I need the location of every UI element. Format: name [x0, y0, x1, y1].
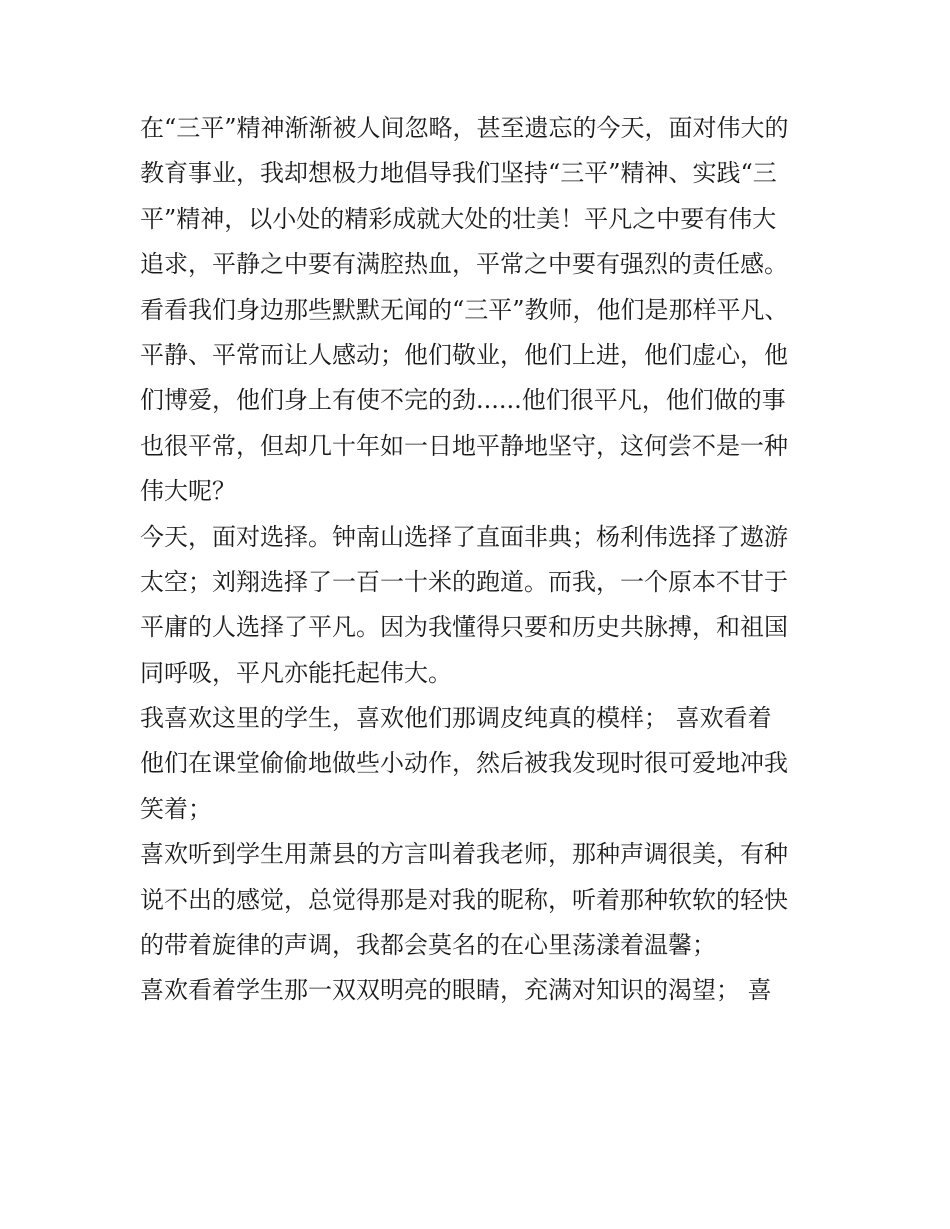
text-line: 他们在课堂偷偷地做些小动作，然后被我发现时很可爱地冲我 — [140, 749, 788, 778]
text-line: 伟大呢？ — [140, 477, 236, 506]
text-line: 的带着旋律的声调，我都会莫名的在心里荡漾着温馨； — [140, 931, 716, 960]
text-line: 太空；刘翔选择了一百一十米的跑道。而我，一个原本不甘于 — [140, 567, 788, 596]
text-line: 说不出的感觉，总觉得那是对我的昵称，听着那种软软的轻快 — [140, 885, 788, 914]
text-line: 同呼吸，平凡亦能托起伟大。 — [140, 658, 452, 687]
text-line: 平静、平常而让人感动；他们敬业，他们上进，他们虚心，他 — [140, 340, 788, 369]
text-line: 笑着； — [140, 794, 212, 823]
text-line: 我喜欢这里的学生，喜欢他们那调皮纯真的模样； 喜欢看着 — [140, 704, 772, 733]
text-line: 喜欢听到学生用萧县的方言叫着我老师，那种声调很美，有种 — [140, 840, 788, 869]
text-line: 也很平常，但却几十年如一日地平静地坚守，这何尝不是一种 — [140, 431, 788, 460]
document-body — [140, 106, 820, 1014]
text-line: 今天，面对选择。钟南山选择了直面非典；杨利伟选择了遨游 — [140, 522, 788, 551]
text-line: 追求，平静之中要有满腔热血，平常之中要有强烈的责任感。 — [140, 250, 788, 279]
text-line: 在“三平”精神渐渐被人间忽略，甚至遗忘的今天，面对伟大的 — [140, 114, 789, 142]
text-line: 们博爱，他们身上有使不完的劲......他们很平凡，他们做的事 — [140, 386, 786, 415]
text-line: 平庸的人选择了平凡。因为我懂得只要和历史共脉搏，和祖国 — [140, 613, 788, 642]
text-line: 平”精神，以小处的精彩成就大处的壮美！平凡之中要有伟大 — [140, 204, 777, 233]
text-line: 喜欢看着学生那一双双明亮的眼睛，充满对知识的渴望； 喜 — [140, 976, 772, 1005]
text-line: 教育事业，我却想极力地倡导我们坚持“三平”精神、实践“三 — [140, 159, 777, 188]
text-line: 看看我们身边那些默默无闻的“三平”教师，他们是那样平凡、 — [140, 295, 789, 324]
